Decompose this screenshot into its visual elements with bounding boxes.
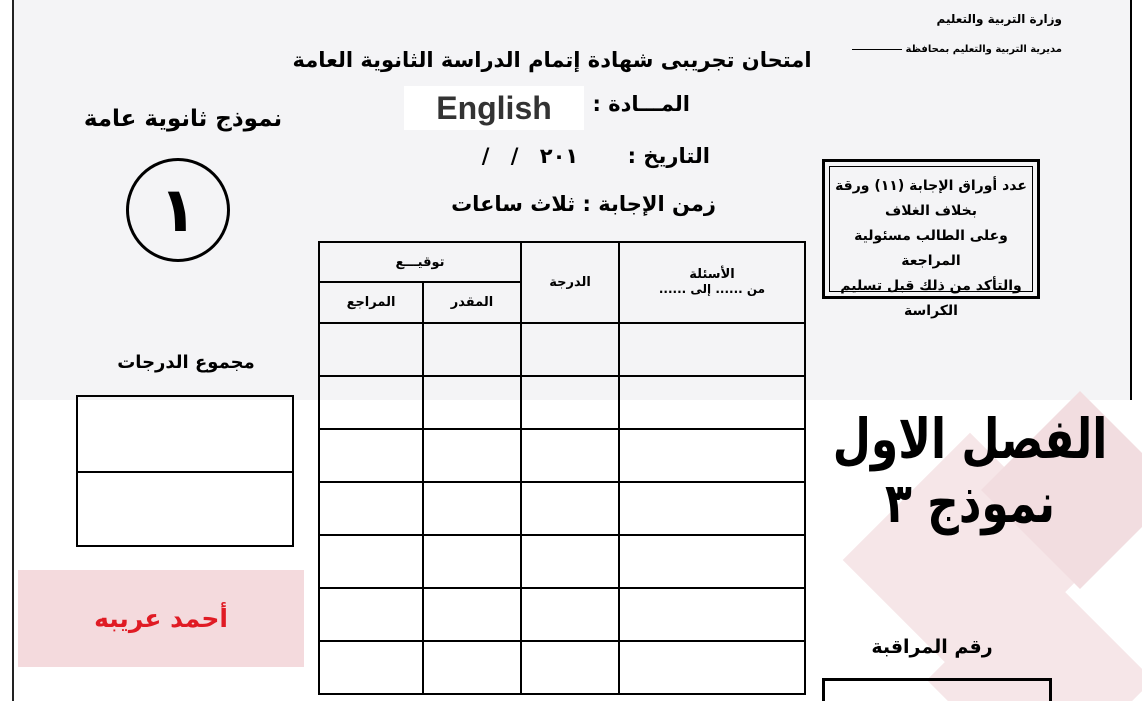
table-row (319, 429, 805, 482)
grades-table (318, 241, 806, 695)
exam-title: امتحان تجريبى شهادة إتمام الدراسة الثانوية العامة (292, 48, 812, 72)
table-row (319, 323, 805, 376)
corrector-cell[interactable] (423, 588, 521, 641)
total-grades-label: مجموع الدرجات (117, 352, 255, 373)
questions-cell[interactable] (619, 535, 805, 588)
table-row (319, 376, 805, 429)
corrector-cell[interactable] (423, 376, 521, 429)
total-grade-field[interactable] (78, 397, 292, 473)
corrector-cell[interactable] (423, 535, 521, 588)
grade-cell[interactable] (521, 641, 619, 694)
date-value: / / ٢٠١ (481, 144, 579, 168)
reviewer-cell[interactable] (319, 323, 423, 376)
grade-cell[interactable] (521, 323, 619, 376)
answer-duration: زمن الإجابة : ثلاث ساعات (451, 192, 716, 216)
signature-header: توقيـــع (319, 242, 521, 282)
questions-cell[interactable] (619, 429, 805, 482)
questions-range: من ...... إلى ...... (619, 282, 805, 323)
grade-cell[interactable] (521, 588, 619, 641)
questions-header: الأسئلة (619, 242, 805, 282)
reviewer-cell[interactable] (319, 588, 423, 641)
grade-cell[interactable] (521, 376, 619, 429)
questions-cell[interactable] (619, 323, 805, 376)
reviewer-header: المراجع (319, 282, 423, 323)
table-row (319, 535, 805, 588)
corrector-cell[interactable] (423, 641, 521, 694)
reviewer-cell[interactable] (319, 429, 423, 482)
corrector-cell[interactable] (423, 482, 521, 535)
grade-cell[interactable] (521, 482, 619, 535)
term-title: الفصل الاول نموذج ٣ (832, 408, 1108, 536)
instructions-inner-border (829, 166, 1033, 292)
table-row (319, 588, 805, 641)
corrector-cell[interactable] (423, 429, 521, 482)
instructions-line: بخلاف الغلاف (885, 203, 977, 219)
instructions-line: عدد أوراق الإجابة (١١) ورقة (835, 178, 1027, 194)
corrector-cell[interactable] (423, 323, 521, 376)
reviewer-cell[interactable] (319, 482, 423, 535)
total-grades-box (76, 395, 294, 547)
instructions-line: وعلى الطالب مسئولية المراجعة (854, 228, 1008, 269)
author-watermark: أحمد عريبه (18, 570, 304, 667)
model-number-badge: ١ (126, 158, 230, 262)
grade-cell[interactable] (521, 429, 619, 482)
seat-number-label: رقم المراقبة (871, 636, 993, 658)
directorate-name: مديرية التربية والتعليم بمحافظة (905, 44, 1062, 55)
questions-cell[interactable] (619, 641, 805, 694)
questions-cell[interactable] (619, 482, 805, 535)
total-grade-field[interactable] (78, 473, 292, 547)
instructions-line: والتأكد من ذلك قبل تسليم الكراسة (840, 278, 1022, 319)
page-edge-line (12, 0, 14, 701)
seat-number-field[interactable] (822, 678, 1052, 701)
fill-in-line (852, 49, 902, 50)
table-row (319, 482, 805, 535)
instructions-box (822, 159, 1040, 319)
subject-label: المـــادة : (592, 92, 690, 116)
reviewer-cell[interactable] (319, 535, 423, 588)
grade-header: الدرجة (521, 242, 619, 323)
questions-cell[interactable] (619, 376, 805, 429)
grade-cell[interactable] (521, 535, 619, 588)
subject-value: English (404, 86, 584, 130)
corrector-header: المقدر (423, 282, 521, 323)
ministry-name: وزارة التربية والتعليم (936, 12, 1062, 26)
date-label: التاريخ : (627, 144, 710, 168)
questions-cell[interactable] (619, 588, 805, 641)
directorate-line (852, 44, 1063, 55)
reviewer-cell[interactable] (319, 376, 423, 429)
table-row (319, 641, 805, 694)
reviewer-cell[interactable] (319, 641, 423, 694)
model-label: نموذج ثانوية عامة (83, 106, 283, 132)
